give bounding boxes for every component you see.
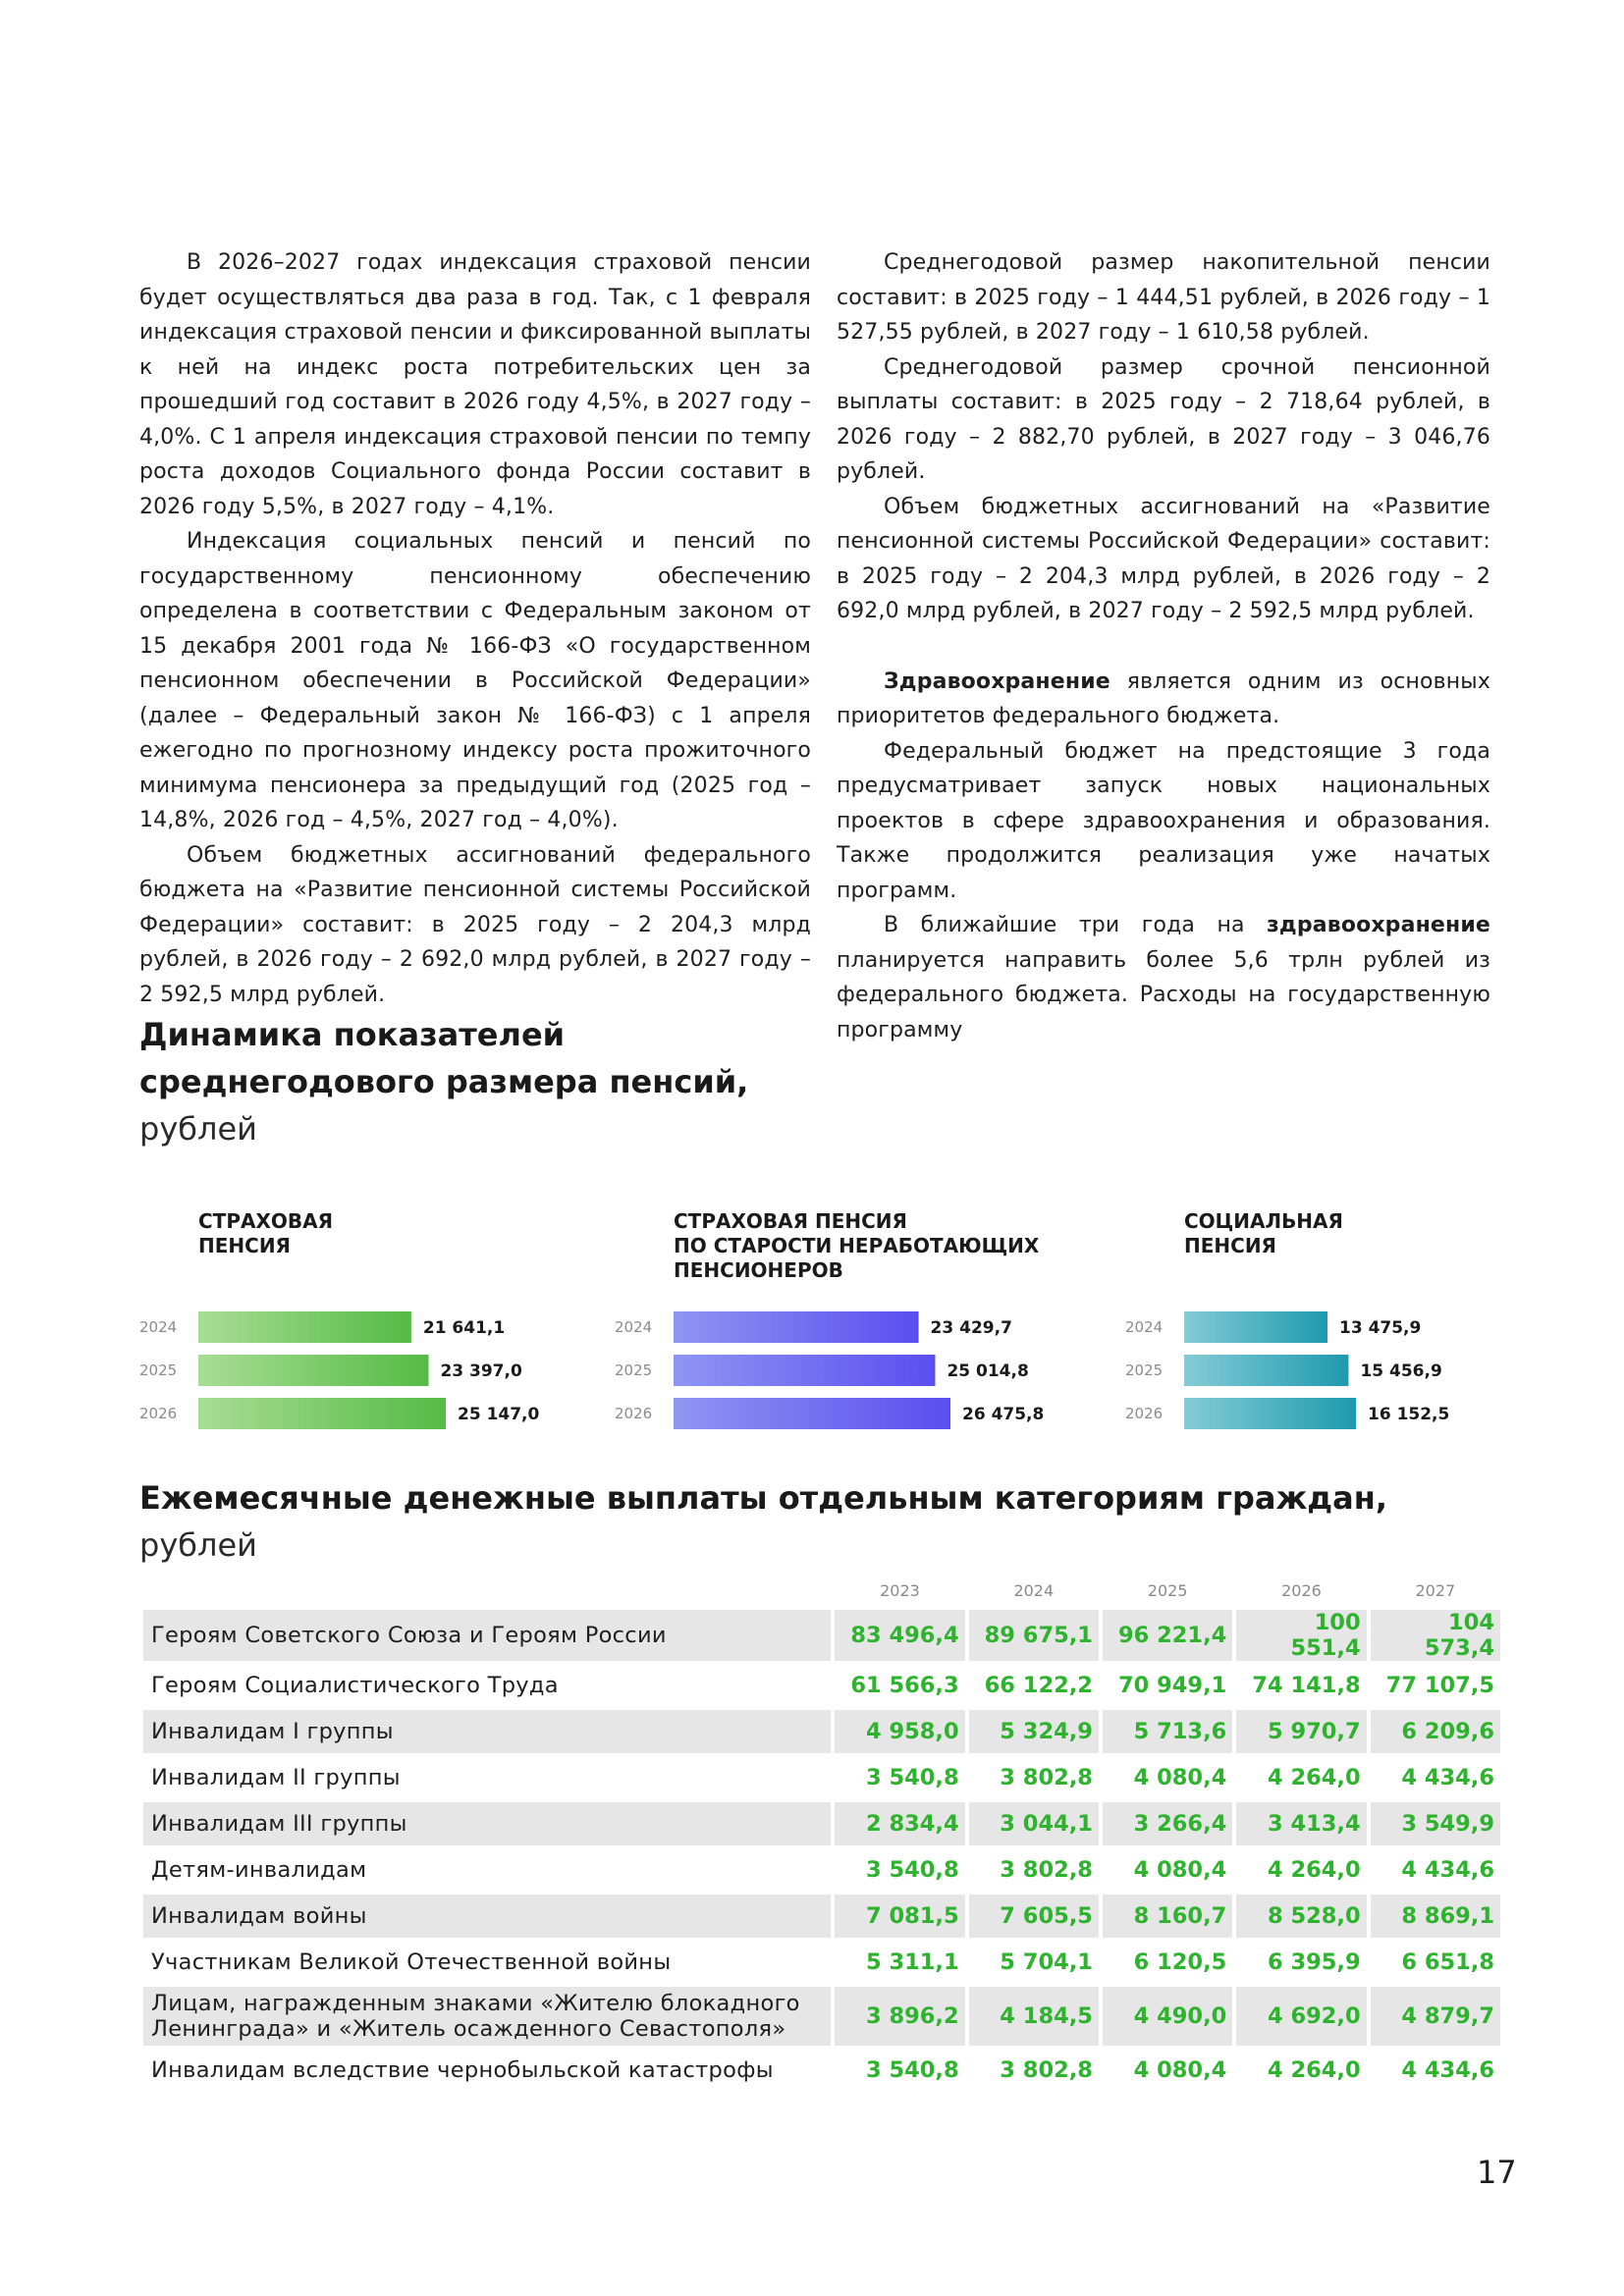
value-cell: 6 120,5 xyxy=(1133,1949,1227,1975)
value-cell: 4 264,0 xyxy=(1267,1765,1361,1790)
paragraph: Объем бюджетных ассигнований федерального бюджета на «Развитие пенсионной системы Российской Федерации» составит: в 2025 году – 2 204,3 млрд рублей, в 2026 году – 2 692,0 млрд рублей, в 2027 году – 2 592,5 млрд рублей. xyxy=(139,842,811,1007)
value-cell: 3 802,8 xyxy=(1000,2057,1093,2083)
year-header: 2027 xyxy=(1415,1580,1456,1600)
value-cell: 3 540,8 xyxy=(865,2057,959,2083)
bar-year-label: 2024 xyxy=(615,1318,653,1336)
value-cell: 4 184,5 xyxy=(969,1987,1099,2046)
section-title: среднегодового размера пенсий, xyxy=(139,1063,749,1100)
emphasis: Здравоохранение xyxy=(884,668,1110,694)
table-row xyxy=(143,1987,1500,2046)
table-row xyxy=(143,1610,1500,1661)
table-row xyxy=(143,1756,1500,1799)
year-header: 2024 xyxy=(1013,1580,1055,1600)
bar-chart-old-age-pension xyxy=(615,1209,1086,1425)
category-cell: Героям Советского Союза и Героям России xyxy=(143,1610,831,1661)
text-column-left xyxy=(139,245,811,1012)
table-row xyxy=(143,1941,1500,1984)
value-cell: 4 490,0 xyxy=(1103,1987,1232,2046)
value-cell: 8 869,1 xyxy=(1371,1895,1500,1938)
value-cell: 4 692,0 xyxy=(1236,1987,1366,2046)
value-cell: 5 713,6 xyxy=(1103,1710,1232,1753)
value-cell: 4 434,6 xyxy=(1401,1857,1494,1883)
table-row xyxy=(143,1710,1500,1753)
value-cell: 8 528,0 xyxy=(1236,1895,1366,1938)
bar-chart-insurance-pension xyxy=(139,1209,552,1425)
value-cell: 7 081,5 xyxy=(835,1895,964,1938)
value-cell: 3 540,8 xyxy=(865,1765,959,1790)
value-cell: 6 651,8 xyxy=(1401,1949,1494,1975)
bar-value-label: 16 152,5 xyxy=(1368,1405,1450,1424)
paragraph-text: планируется направить более 5,6 трлн рублей из федерального бюджета. Расходы на государственную программу xyxy=(837,947,1490,1042)
value-cell: 3 549,9 xyxy=(1371,1802,1500,1845)
chart-title: СТРАХОВАЯ ПЕНСИЯ xyxy=(198,1209,334,1257)
paragraph: Индексация социальных пенсий и пенсий по государственному пенсионному обеспечению определена в соответствии с Федеральным законом от 15 декабря 2001 года № 166-ФЗ «О государственном пенсионном обеспечении в Российской Федерации» (далее – Федеральный закон № 166-ФЗ) с 1 апреля ежегодно по прогнозному индексу роста прожиточного минимума пенсионера за предыдущий год (2025 год – 14,8%, 2026 год – 4,5%, 2027 год – 4,0%). xyxy=(139,529,811,832)
value-cell: 70 949,1 xyxy=(1117,1673,1227,1698)
table-row xyxy=(143,1664,1500,1707)
bar-value-label: 23 429,7 xyxy=(930,1318,1012,1338)
value-cell: 4 080,4 xyxy=(1133,1765,1227,1790)
table-row xyxy=(143,2049,1500,2092)
paragraph: Среднегодовой размер накопительной пенсии составит: в 2025 году – 1 444,51 рублей, в 2026 году – 1 527,55 рублей, в 2027 году – 1 610,58 рублей. xyxy=(837,250,1490,345)
value-cell: 77 107,5 xyxy=(1385,1673,1494,1698)
year-header: 2026 xyxy=(1281,1580,1322,1600)
chart-title: СТРАХОВАЯ ПЕНСИЯ ПО СТАРОСТИ НЕРАБОТАЮЩИХ ПЕНСИОНЕРОВ xyxy=(674,1209,1040,1282)
value-cell: 4 958,0 xyxy=(835,1710,964,1753)
bar-value-label: 25 147,0 xyxy=(458,1405,540,1424)
category-cell: Инвалидам вследствие чернобыльской катастрофы xyxy=(151,2057,774,2083)
bar xyxy=(1184,1355,1348,1386)
bar xyxy=(674,1398,950,1429)
bar xyxy=(674,1311,919,1343)
category-cell: Героям Социалистического Труда xyxy=(151,1673,559,1698)
value-cell: 4 879,7 xyxy=(1371,1987,1500,2046)
category-cell: Инвалидам II группы xyxy=(151,1765,401,1790)
paragraph xyxy=(837,665,1490,734)
table-header-row xyxy=(143,1574,1500,1607)
bar-year-label: 2024 xyxy=(1125,1318,1164,1336)
bar xyxy=(1184,1311,1327,1343)
section-unit: рублей xyxy=(139,1110,257,1148)
value-cell: 4 264,0 xyxy=(1267,1857,1361,1883)
text-column-right xyxy=(837,245,1490,1047)
value-cell: 3 802,8 xyxy=(1000,1765,1093,1790)
category-cell: Лицам, награжденным знаками «Жителю блокадного Ленинграда» и «Житель осажденного Севастополя» xyxy=(143,1987,831,2046)
paragraph xyxy=(837,908,1490,1047)
bar-year-label: 2025 xyxy=(139,1362,178,1379)
value-cell: 6 209,6 xyxy=(1371,1710,1500,1753)
bar xyxy=(674,1355,935,1386)
header-cell-empty xyxy=(143,1574,831,1607)
value-cell: 3 896,2 xyxy=(835,1987,964,2046)
value-cell: 2 834,4 xyxy=(835,1802,964,1845)
table-body xyxy=(143,1610,1500,2092)
category-cell: Инвалидам I группы xyxy=(143,1710,831,1753)
bar-value-label: 26 475,8 xyxy=(962,1405,1045,1424)
bar-year-label: 2025 xyxy=(615,1362,653,1379)
bar-year-label: 2024 xyxy=(139,1318,178,1336)
year-header: 2023 xyxy=(880,1580,920,1600)
value-cell: 3 413,4 xyxy=(1236,1802,1366,1845)
chart-title: СОЦИАЛЬНАЯ ПЕНСИЯ xyxy=(1184,1209,1343,1257)
value-cell: 83 496,4 xyxy=(835,1610,964,1661)
year-header: 2025 xyxy=(1147,1580,1188,1600)
section-title: Ежемесячные денежные выплаты отдельным категориям граждан, xyxy=(139,1479,1387,1517)
paragraph: Федеральный бюджет на предстоящие 3 года предусматривает запуск новых национальных проектов в сфере здравоохранения и образования. Также продолжится реализация уже начатых программ. xyxy=(837,738,1490,903)
page-number: 17 xyxy=(1477,2154,1517,2191)
section-title: Динамика показателей xyxy=(139,1016,566,1053)
chart-canvas xyxy=(1125,1209,1498,1425)
paragraph: В 2026–2027 годах индексация страховой пенсии будет осуществляться два раза в год. Так, с 1 февраля индексация страховой пенсии и фиксированной выплаты к ней на индекс роста потребительских цен за прошедший год составит в 2026 году 4,5%, в 2027 году – 4,0%. С 1 апреля индексация страховой пенсии по темпу роста доходов Социального фонда России составит в 2026 году 5,5%, в 2027 году – 4,1%. xyxy=(139,250,811,519)
bar-value-label: 15 456,9 xyxy=(1360,1362,1442,1381)
emphasis: здравоохранение xyxy=(1267,913,1490,937)
category-cell: Детям-инвалидам xyxy=(151,1857,367,1883)
bar-year-label: 2025 xyxy=(1125,1362,1164,1379)
value-cell: 4 080,4 xyxy=(1133,1857,1227,1883)
bar-year-label: 2026 xyxy=(615,1405,653,1422)
bar-value-label: 13 475,9 xyxy=(1339,1318,1422,1338)
value-cell: 8 160,7 xyxy=(1103,1895,1232,1938)
value-cell: 7 605,5 xyxy=(969,1895,1099,1938)
value-cell: 5 704,1 xyxy=(1000,1949,1093,1975)
category-cell: Инвалидам III группы xyxy=(143,1802,831,1845)
value-cell: 74 141,8 xyxy=(1252,1673,1361,1698)
paragraph: Объем бюджетных ассигнований на «Развитие пенсионной системы Российской Федерации» составит: в 2025 году – 2 204,3 млрд рублей, в 2026 году – 2 692,0 млрд рублей, в 2027 году – 2 592,5 млрд рублей. xyxy=(837,494,1490,623)
category-cell: Участникам Великой Отечественной войны xyxy=(151,1949,672,1975)
value-cell: 4 264,0 xyxy=(1267,2057,1361,2083)
category-cell: Инвалидам войны xyxy=(143,1895,831,1938)
bar-value-label: 25 014,8 xyxy=(947,1362,1029,1381)
bar xyxy=(198,1311,411,1343)
bar-value-label: 21 641,1 xyxy=(422,1318,506,1338)
bar xyxy=(1184,1398,1356,1429)
value-cell: 104 573,4 xyxy=(1371,1610,1500,1661)
value-cell: 61 566,3 xyxy=(850,1673,959,1698)
value-cell: 6 395,9 xyxy=(1267,1949,1361,1975)
chart-canvas xyxy=(615,1209,1086,1425)
table-row xyxy=(143,1848,1500,1892)
value-cell: 3 266,4 xyxy=(1103,1802,1232,1845)
payments-table xyxy=(139,1571,1504,2095)
value-cell: 66 122,2 xyxy=(984,1673,1093,1698)
chart-canvas xyxy=(139,1209,552,1425)
value-cell: 5 324,9 xyxy=(969,1710,1099,1753)
value-cell: 100 551,4 xyxy=(1236,1610,1366,1661)
value-cell: 89 675,1 xyxy=(969,1610,1099,1661)
value-cell: 96 221,4 xyxy=(1103,1610,1232,1661)
bar-year-label: 2026 xyxy=(139,1405,178,1422)
bar-year-label: 2026 xyxy=(1125,1405,1164,1422)
value-cell: 5 311,1 xyxy=(865,1949,959,1975)
bar xyxy=(198,1355,428,1386)
bar-chart-social-pension xyxy=(1125,1209,1498,1425)
value-cell: 3 044,1 xyxy=(969,1802,1099,1845)
section-unit: рублей xyxy=(139,1526,257,1564)
value-cell: 4 434,6 xyxy=(1401,1765,1494,1790)
value-cell: 4 080,4 xyxy=(1133,2057,1227,2083)
value-cell: 3 802,8 xyxy=(1000,1857,1093,1883)
table-row xyxy=(143,1895,1500,1938)
value-cell: 3 540,8 xyxy=(865,1857,959,1883)
bar xyxy=(198,1398,446,1429)
bar-value-label: 23 397,0 xyxy=(440,1362,522,1381)
value-cell: 5 970,7 xyxy=(1236,1710,1366,1753)
paragraph: Среднегодовой размер срочной пенсионной выплаты составит: в 2025 году – 2 718,64 рублей, в 2026 году – 2 882,70 рублей, в 2027 году – 3 046,76 рублей. xyxy=(837,354,1490,484)
value-cell: 4 434,6 xyxy=(1401,2057,1494,2083)
paragraph-text: является одним из основных приоритетов федерального бюджета. xyxy=(837,668,1490,728)
table-row xyxy=(143,1802,1500,1845)
paragraph-text: В ближайшие три года на xyxy=(884,913,1267,937)
